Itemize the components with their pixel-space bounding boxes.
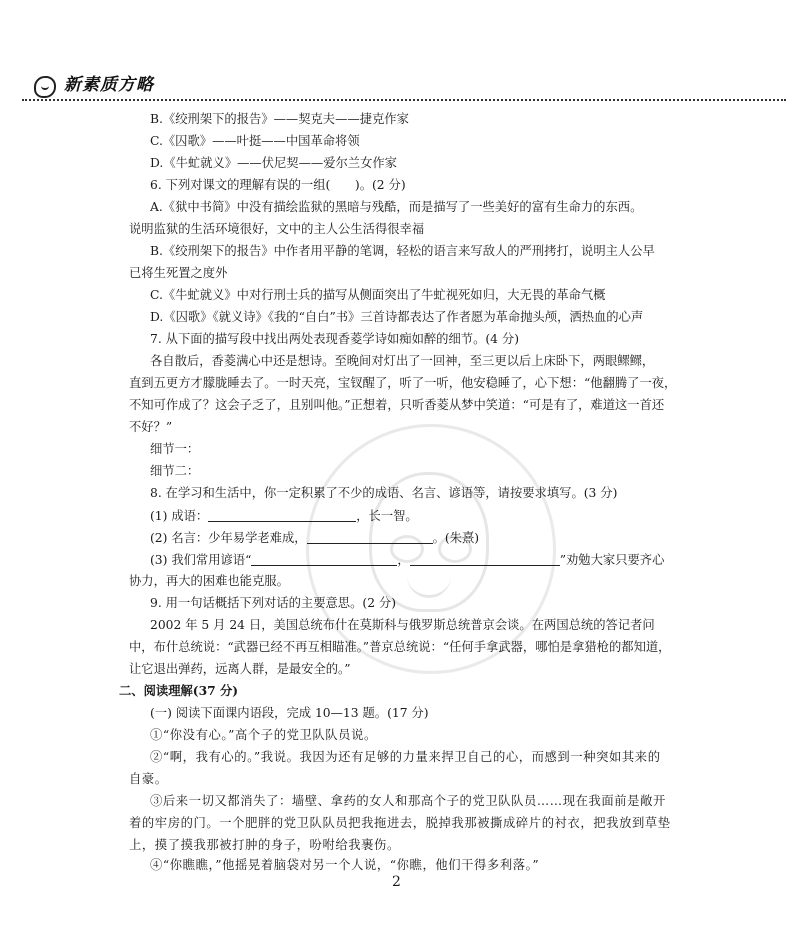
text-line: D.《囚歌》《就义诗》《我的“自白”书》三首诗都表达了作者愿为革命抛头颅，洒热血的心声 [150,310,644,324]
reading-instruction: (一) 阅读下面课内语段，完成 10—13 题。(17 分) [150,706,429,720]
text-line: 说明监狱的生活环境很好，文中的主人公生活得很幸福 [129,222,425,236]
text-line: B.《绞刑架下的报告》——契克夫——捷克作家 [150,112,409,126]
paragraph-3-cont: 着的牢房的门。一个肥胖的党卫队队员把我拖进去，脱掉我那被撕成碎片的衬衣，把我放到草垫 [129,816,671,830]
paragraph-2-cont: 自豪。 [129,772,168,786]
page-number: 2 [392,874,401,890]
passage-line: 不知可作成了？这会子乏了，且别叫他。”正想着，只听香菱从梦中笑道：“可是有了，难道这一首还 [129,398,665,412]
dialogue-line: 让它退出弹药，远离人群，是最安全的。” [129,662,351,676]
quote-row: (2) 名言：少年易学老难成， 。(朱熹) [150,531,480,545]
passage-line: 不好？” [129,420,173,434]
paragraph-1: ①“你没有心。”高个子的党卫队队员说。 [150,728,377,742]
question-8: 8. 在学习和生活中，你一定积累了不少的成语、名言、谚语等，请按要求填写。(3 分) [150,486,618,500]
paragraph-2: ②“啊，我有心的。”我说。我因为还有足够的力量来捍卫自己的心，而感到一种突如其来的 [150,750,661,764]
proverb-row: (3) 我们常用谚语“ ， ”劝勉大家只要齐心 [150,553,665,567]
dialogue-line: 中，布什总统说：“武器已经不再互相瞄准。”普京总统说：“任何手拿武器，哪怕是拿猎枪的都知道， [129,640,671,654]
text-line: 协力，再大的困难也能克服。 [129,574,289,588]
question-6: 6. 下列对课文的理解有误的一组( )。(2 分) [150,178,406,192]
text-line: 已将生死置之度外 [129,266,228,280]
text-line: C.《囚歌》——叶挺——中国革命将领 [150,134,360,148]
text-line: D.《牛虻就义》——伏尼契——爱尔兰女作家 [150,156,397,170]
passage-line: 直到五更方才朦胧睡去了。一时天亮，宝钗醒了，听了一听，他安稳睡了，心下想：“他翻腾了一夜， [129,376,677,390]
question-9: 9. 用一句话概括下列对话的主要意思。(2 分) [150,596,397,610]
idiom-row: (1) 成语： ，长一智。 [150,509,418,523]
quote-blank[interactable] [307,531,433,544]
detail-one-label: 细节一： [150,442,200,456]
dialogue-line: 2002 年 5 月 24 日，美国总统布什在莫斯科与俄罗斯总统普京会谈。在两国总统的答记者问 [150,618,655,632]
paragraph-4: ④“你瞧瞧，”他摇晃着脑袋对另一个人说，“你瞧，他们干得多利落。” [150,858,540,872]
proverb-blank-1[interactable] [251,553,397,566]
idiom-blank[interactable] [208,509,356,522]
text-line: B.《绞刑架下的报告》中作者用平静的笔调，轻松的语言来写敌人的严刑拷打，说明主人公早 [150,244,655,258]
paragraph-3-cont: 上，摸了摸我那被打肿的身子，吩咐给我裹伤。 [129,838,400,852]
question-7: 7. 从下面的描写段中找出两处表现香菱学诗如痴如醉的细节。(4 分) [150,332,519,346]
text-line: C.《牛虻就义》中对行刑士兵的描写从侧面突出了牛虻视死如归，大无畏的革命气概 [150,288,606,302]
passage-line: 各自散后，香菱满心中还是想诗。至晚间对灯出了一回神，至三更以后上床卧下，两眼鳏鳏， [150,354,655,368]
brand-title: 新素质方略 [64,75,154,95]
section-heading: 二、阅读理解(37 分) [119,683,239,698]
proverb-blank-2[interactable] [410,553,560,566]
text-line: A.《狱中书简》中没有描绘监狱的黑暗与残酷，而是描写了一些美好的富有生命力的东西。 [150,200,643,214]
paragraph-3: ③后来一切又都消失了：墙壁、拿药的女人和那高个子的党卫队队员……现在我面前是敞开 [150,794,666,808]
detail-two-label: 细节二： [150,464,200,478]
